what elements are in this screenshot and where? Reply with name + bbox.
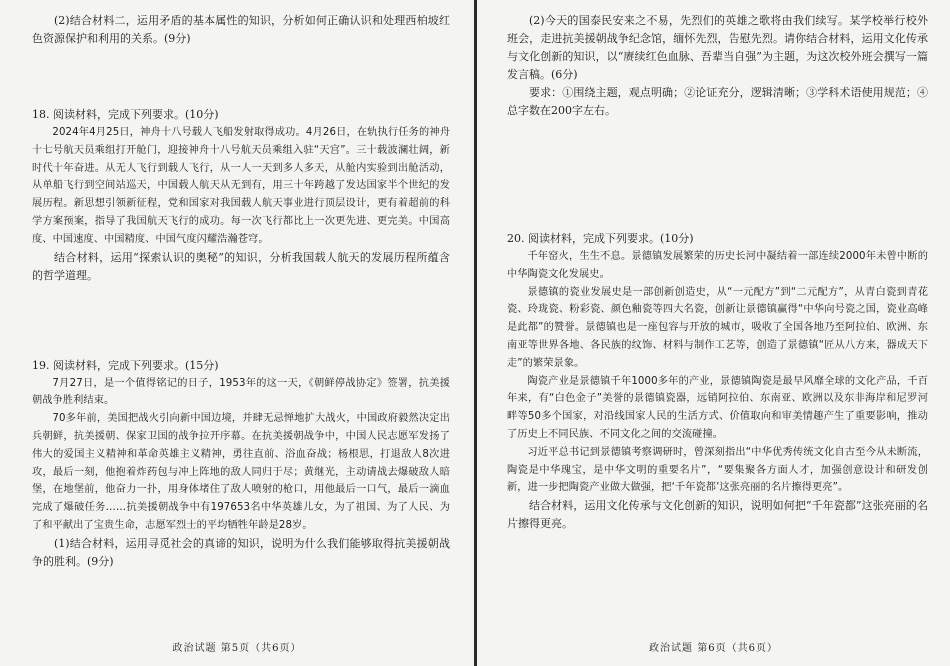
exam-page-5 (0, 0, 474, 666)
q18-heading: 18. 阅读材料，完成下列要求。(10分) (32, 108, 219, 121)
q19-part2: (2)今天的国泰民安来之不易，先烈们的英雄之歌将由我们续写。某学校举行校外班会，走进抗美援朝战争纪念馆，缅怀先烈，告慰先烈。请你结合材料，运用文化传承与文化创新的知识，以“赓续红色血脉、吾辈当自强”为主题，为这次校外班会撰写一篇发言稿。(6分) (507, 14, 928, 81)
q20-paragraph-1: 千年窑火，生生不息。景德镇发展繁荣的历史长河中凝结着一部连续2000年未曾中断的中华陶瓷文化发展史。 (507, 251, 928, 280)
page-footer-6: 政治试题 第6页（共6页） (649, 643, 778, 654)
q19-heading: 19. 阅读材料，完成下列要求。(15分) (32, 358, 219, 372)
q20-paragraph-4: 习近平总书记到景德镇考察调研时，曾深刻指出“中华优秀传统文化自古至今从未断流，陶瓷是中华瑰宝，是中华文明的重要名片”，“要集聚各方面人才，加强创意设计和研发创新，进一步把陶瓷产业做大做强，把‘千年瓷都’这张亮丽的名片擦得更亮”。 (507, 446, 928, 494)
q20-paragraph-3: 陶瓷产业是景德镇千年1000多年的产业，景德镇陶瓷是最早风靡全球的文化产品，千百年来，有“白色金子”美誉的景德镇瓷器，远销阿拉伯、东南亚、欧洲以及东非海岸和尼罗河畔等50多个国家，对沿线国家人民的生活方式、价值取向和审美情趣产生了重要影响，推动了历史上不同民族、不同文化之间的交流碰撞。 (507, 375, 928, 440)
q20-paragraph-2: 景德镇的瓷业发展史是一部创新创造史，从“一元配方”到“二元配方”，从青白瓷到青花瓷、玲珑瓷、粉彩瓷、颜色釉瓷等四大名瓷，创新让景德镇赢得“中华向号瓷之国，瓷业高峰是此都”的赞誉。景德镇也是一座包容与开放的城市，吸收了全国各地乃至阿拉伯、欧洲、东南亚等世界各地、各民族的纹饰、材料与制作工艺等，创造了景德镇“匠从八方来，器成天下走”的繁荣景象。 (507, 286, 928, 369)
q19-paragraph-1: 7月27日，是一个值得铭记的日子，1953年的这一天，《朝鲜停战协定》签署，抗美援朝战争胜利结束。 (32, 377, 450, 407)
q19-requirements: 要求：①围绕主题，观点明确；②论证充分，逻辑清晰；③学科术语使用规范；④总字数在200字左右。 (507, 86, 928, 117)
q18-material: 2024年4月25日，神舟十八号载人飞船发射取得成功。4月26日，在轨执行任务的神舟十七号航天员乘组打开舱门，迎接神舟十八号航天员乘组入驻“天宫”。三十载波澜壮阔，新时代十年奋进。从无人飞行到载人飞行，从一人一天到多人多天，从舱内实验到出舱活动，从单船飞行到空间站巡天，中国载人航天从无到有，用三十年跨越了发达国家半个世纪的发展历程。新思想引领新征程，党和国家对我国载人航天事业进行顶层设计，更有着超前的科学方案预案，指导了我国航天飞行的成功。每一次飞行都比上一次更先进、更完美。中国高度、中国速度、中国精度、中国气度闪耀浩瀚苍穹。 (32, 127, 450, 245)
q19-part1: (1)结合材料，运用寻觅社会的真谛的知识，说明为什么我们能够取得抗美援朝战争的胜利。(9分) (32, 536, 450, 568)
q17-part2: (2)结合材料二，运用矛盾的基本属性的知识，分析如何正确认识和处理西柏坡红色资源保护和利用的关系。(9分) (32, 14, 450, 45)
q20-heading: 20. 阅读材料，完成下列要求。(10分) (507, 232, 694, 245)
q18-task: 结合材料，运用“探索认识的奥秘”的知识，分析我国载人航天的发展历程所蕴含的哲学道理。 (32, 250, 450, 282)
q20-task: 结合材料，运用文化传承与文化创新的知识，说明如何把“千年瓷都”这张亮丽的名片擦得更亮。 (507, 499, 928, 531)
exam-page-6 (477, 0, 950, 666)
page-footer-5: 政治试题 第5页（共6页） (172, 643, 302, 654)
q19-paragraph-2: 70多年前，美国把战火引向新中国边境，并肆无忌惮地扩大战火，中国政府毅然决定出兵朝鲜，抗美援朝、保家卫国的战争拉开序幕。在抗美援朝战争中，中国人民志愿军发扬了伟大的爱国主义精神和革命英雄主义精神，勇往直前、浴血奋战；杨根思，打退敌人8次进攻，最后一刻，他抱着炸药包与冲上阵地的敌人同归于尽；黄继光，主动请战去爆破敌人暗堡，在地堡前，他奋力一扑，用身体堵住了敌人喷射的枪口，用他最后一口气，最后一滴血完成了爆破任务……抗美援朝战争中有197653名中华英雄儿女，为了祖国、为了人民、为了和平献出了宝贵生命，志愿军烈士的平均牺牲年龄是28岁。 (32, 413, 450, 531)
